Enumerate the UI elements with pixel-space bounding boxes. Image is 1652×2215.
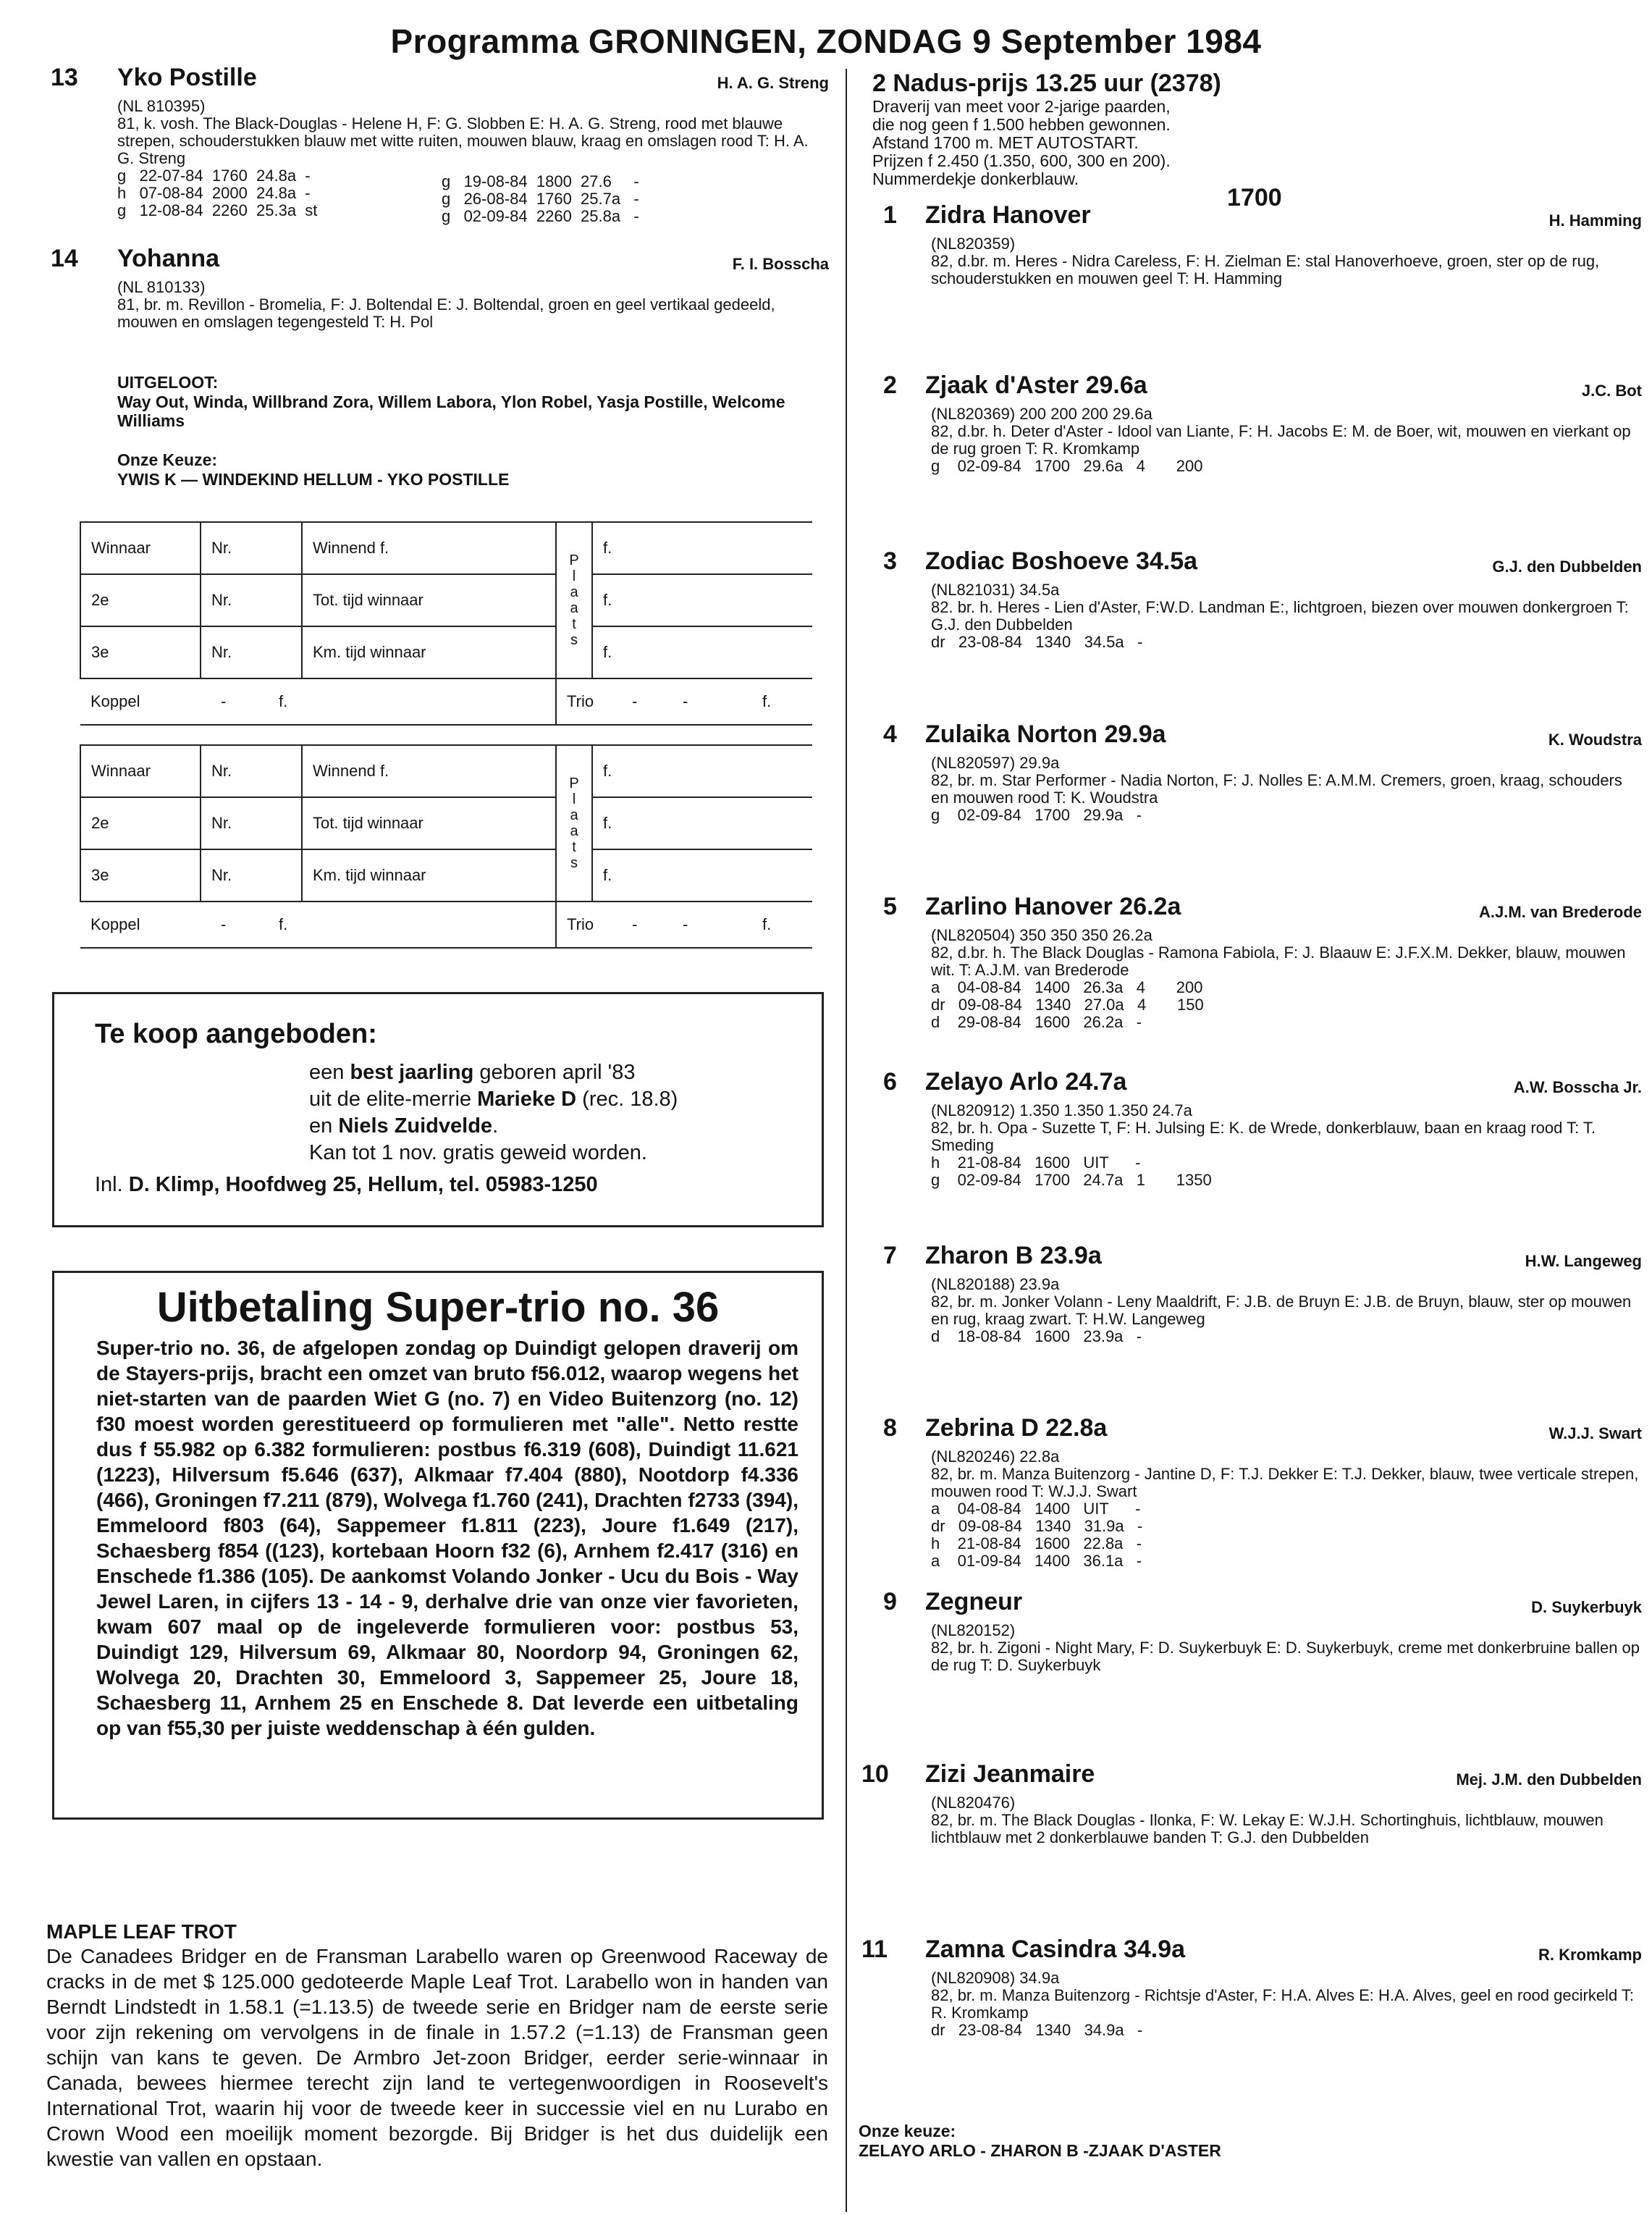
onze-keuze-left xyxy=(117,450,834,489)
right-entry xyxy=(861,1760,1642,1932)
ad-line-3: en Niels Zuidvelde. xyxy=(309,1114,499,1138)
result-table xyxy=(80,744,812,949)
form-row: dr 23-08-84 1340 34.9a - xyxy=(931,2021,1143,2039)
race-cond-4: Prijzen f 2.450 (1.350, 600, 300 en 200). xyxy=(872,151,1171,170)
form-row: g 22-07-84 1760 24.8a - xyxy=(117,167,311,185)
f-cell: f. xyxy=(592,626,812,678)
horse-name: Zharon B 23.9a xyxy=(925,1242,1102,1269)
f-cell: f. xyxy=(592,849,812,901)
result-row xyxy=(80,522,812,574)
plaats-letter: s xyxy=(570,632,578,648)
nr-cell: Nr. xyxy=(201,626,302,678)
entry-number: 11 xyxy=(861,1936,888,1963)
uitgeloot-text: Way Out, Winda, Willbrand Zora, Willem Labora, Ylon Robel, Yasja Postille, Welcome Williams xyxy=(117,392,785,430)
entry-number: 6 xyxy=(883,1068,897,1096)
koppel-dash: - xyxy=(221,692,227,710)
trio-dash: - xyxy=(683,692,688,710)
form-row: d 29-08-84 1600 26.2a - xyxy=(931,1013,1142,1031)
registration: (NL820188) 23.9a xyxy=(931,1275,1060,1293)
form-row: a 04-08-84 1400 26.3a 4 200 xyxy=(931,978,1203,996)
place-cell: 3e xyxy=(80,626,201,678)
value-cell xyxy=(302,626,556,678)
trio-cell xyxy=(556,678,812,725)
plaats-letter: s xyxy=(570,855,578,871)
registration: (NL820476) xyxy=(931,1794,1016,1812)
entry-number: 14 xyxy=(51,245,78,272)
trio-dash: - xyxy=(683,915,688,933)
registration: (NL 810395) xyxy=(117,97,206,115)
right-entry xyxy=(861,1242,1642,1413)
value-cell xyxy=(302,849,556,901)
form-row: a 04-08-84 1400 UIT - xyxy=(931,1500,1141,1518)
ad-line-2: uit de elite-merrie Marieke D (rec. 18.8) xyxy=(309,1088,678,1111)
f-cell: f. xyxy=(592,745,812,797)
horse-description: 82, br. h. Zigoni - Night Mary, F: D. Suykerbuyk E: D. Suykerbuyk, creme met donkerbruine ballen op de rug T: D. Suykerbuyk xyxy=(931,1639,1640,1674)
form-row: g 02-09-84 1700 29.6a 4 200 xyxy=(931,457,1203,475)
horse-description: 82. br. h. Heres - Lien d'Aster, F:W.D. Landman E:, lichtgroen, biezen over mouwen donkergroen T: G.J. den Dubbelden xyxy=(931,598,1629,634)
result-row xyxy=(80,745,812,797)
super-trio-text: Super-trio no. 36, de afgelopen zondag op Duindigt gelopen draverij om de Stayers-prijs, bracht een omzet van bruto f56.012, waarop wegens het niet-starten van de paarden Wiet G (no. 7) en Video Buitenzorg (no. 12) f30 moest worden gerestitueerd op formulieren met "alle". Netto restte dus f 55.982 op 6.382 formulieren: postbus f6.319 (608), Duindigt 11.621 (1223), Hilversum f5.646 (637), Alkmaar f7.404 (880), Nootdorp f4.336 (466), Groningen f7.211 (879), Wolvega f1.760 (241), Drachten f2733 (394), Emmeloord f803 (64), Sappemeer f1.811 (223), Joure f1.649 (217), Schaesberg f854 ((123), kortebaan Hoorn f32 (6), Arnhem f2.417 (316) en Enschede f1.386 (105). De aankomst Volando Jonker - Ucu du Bois - Way Jewel Laren, in cijfers 13 - 14 - 9, derhalve drie van onze vier favorieten, kwam 607 maal op de ingeleverde formulieren voor: postbus 53, Duindigt 129, Hilversum 69, Alkmaar 80, Noordorp 94, Groningen 62, Wolvega 20, Drachten 30, Emmeloord 3, Sappemeer 25, Joure 18, Schaesberg 11, Arnhem 25 en Enschede 8. Dat leverde een uitbetaling op van f55,30 per juiste weddenschap à één gulden. xyxy=(96,1337,798,1739)
nr-cell: Nr. xyxy=(201,797,302,849)
trainer-name: H. A. G. Streng xyxy=(717,74,829,92)
form-list xyxy=(931,458,1202,475)
place-cell: 2e xyxy=(80,797,201,849)
right-entry xyxy=(861,1936,1642,2107)
value-label: Tot. tijd winnaar xyxy=(313,814,423,832)
onze-keuze-right xyxy=(859,2122,1583,2161)
entry-number: 4 xyxy=(883,720,897,748)
result-row xyxy=(80,797,812,849)
horse-description: 82, br. m. Jonker Volann - Leny Maaldrift, F: J.B. de Bruyn E: J.B. de Bruyn, blauw, ster op mouwen en rug, kraag zwart. T: H.W. Langeweg xyxy=(931,1293,1632,1328)
uitgeloot-section xyxy=(117,373,834,430)
ad-box xyxy=(52,992,824,1227)
value-cell xyxy=(302,797,556,849)
horse-description: 82, br. m. The Black Douglas - Ilonka, F: W. Lekay E: W.J.H. Schortinghuis, lichtblauw, mouwen lichtblauw met 2 donkerblauwe banden T: G.J. den Dubbelden xyxy=(931,1811,1603,1846)
plaats-letter: a xyxy=(570,600,578,616)
form-list xyxy=(931,1154,1212,1189)
form-row: h 21-08-84 1600 22.8a - xyxy=(931,1534,1142,1552)
ad-contact: Inl. D. Klimp, Hoofdweg 25, Hellum, tel. 05983-1250 xyxy=(95,1173,598,1196)
entry-number: 10 xyxy=(861,1760,889,1788)
value-cell xyxy=(302,522,556,574)
trainer-name: J.C. Bot xyxy=(1581,382,1642,400)
horse-name: Zebrina D 22.8a xyxy=(925,1414,1108,1442)
entry-number: 7 xyxy=(883,1242,897,1269)
race-cond-5: Nummerdekje donkerblauw. xyxy=(872,169,1079,188)
horse-name: Yohanna xyxy=(117,245,220,272)
plaats-letter: l xyxy=(572,568,576,584)
form-list xyxy=(931,979,1204,1031)
column-divider xyxy=(846,69,847,2212)
horse-name: Zjaak d'Aster 29.6a xyxy=(925,371,1147,399)
horse-name: Zelayo Arlo 24.7a xyxy=(925,1068,1127,1096)
trainer-name: H.W. Langeweg xyxy=(1525,1252,1642,1270)
horse-name: Zarlino Hanover 26.2a xyxy=(925,893,1181,920)
koppel-trio-row xyxy=(80,678,812,725)
right-entry xyxy=(861,1414,1642,1586)
horse-description: 82, d.br. h. Deter d'Aster - Idool van Liante, F: H. Jacobs E: M. de Boer, wit, mouwen en vierkant op de rug groen T: R. Kromkamp xyxy=(931,422,1631,458)
value-label: Winnend f. xyxy=(313,539,389,557)
super-trio-box xyxy=(52,1271,824,1820)
registration: (NL820246) 22.8a xyxy=(931,1447,1060,1466)
trio-label: Trio xyxy=(567,692,594,710)
ad-line-1: een best jaarling geboren april '83 xyxy=(309,1061,636,1084)
form-row: g 19-08-84 1800 27.6 - xyxy=(442,172,639,190)
horse-name: Yko Postille xyxy=(117,64,257,91)
registration: (NL820597) 29.9a xyxy=(931,754,1060,772)
horse-name: Zamna Casindra 34.9a xyxy=(925,1936,1186,1963)
ad-line-4: Kan tot 1 nov. gratis geweid worden. xyxy=(309,1141,647,1164)
race-cond-3: Afstand 1700 m. MET AUTOSTART. xyxy=(872,133,1139,152)
entry-number: 9 xyxy=(883,1588,897,1615)
form-row: g 02-09-84 1700 29.9a - xyxy=(931,806,1142,824)
form-list xyxy=(931,634,1142,651)
horse-description: 82, d.br. m. Heres - Nidra Careless, F: H. Zielman E: stal Hanoverhoeve, groen, ster op de rug, schouderstukken en mouwen geel T: H. Hamming xyxy=(931,252,1600,287)
trainer-name: H. Hamming xyxy=(1548,211,1642,230)
race-header xyxy=(872,70,1640,188)
form-left xyxy=(117,167,317,219)
place-cell: Winnaar xyxy=(80,522,201,574)
form-row: h 07-08-84 2000 24.8a - xyxy=(117,184,311,202)
horse-name: Zegneur xyxy=(925,1588,1023,1615)
horse-description: 82, d.br. h. The Black Douglas - Ramona Fabiola, F: J. Blaauw E: J.F.X.M. Dekker, blauw, mouwen wit. T: A.J.M. van Brederode xyxy=(931,943,1626,979)
right-entry xyxy=(861,1588,1642,1760)
place-cell: 2e xyxy=(80,574,201,626)
horse-name: Zidra Hanover xyxy=(925,201,1091,229)
right-entry xyxy=(861,720,1642,892)
onze-keuze-right-text: ZELAYO ARLO - ZHARON B -ZJAAK D'ASTER xyxy=(859,2141,1221,2160)
horse-name: Zulaika Norton 29.9a xyxy=(925,720,1166,748)
ad-body xyxy=(309,1059,678,1167)
result-table xyxy=(80,521,812,726)
plaats-letter: a xyxy=(570,584,578,600)
place-cell: Winnaar xyxy=(80,745,201,797)
form-list xyxy=(931,807,1142,824)
trainer-name: A.W. Bosscha Jr. xyxy=(1513,1078,1642,1096)
trio-label: Trio xyxy=(567,915,594,933)
trainer-name: D. Suykerbuyk xyxy=(1531,1598,1642,1616)
result-row xyxy=(80,574,812,626)
form-row: dr 09-08-84 1340 27.0a 4 150 xyxy=(931,996,1204,1014)
onze-keuze-right-label: Onze keuze: xyxy=(859,2122,956,2140)
registration: (NL821031) 34.5a xyxy=(931,581,1060,599)
uitgeloot-label: UITGELOOT: xyxy=(117,373,219,392)
entry-number: 2 xyxy=(883,371,897,399)
entry-number: 3 xyxy=(883,547,897,575)
trio-cell xyxy=(556,901,812,948)
trainer-name: A.J.M. van Brederode xyxy=(1479,903,1642,921)
entry-number: 13 xyxy=(51,64,78,91)
registration: (NL820369) 200 200 200 29.6a xyxy=(931,405,1152,423)
value-cell xyxy=(302,745,556,797)
koppel-dash: - xyxy=(221,915,227,933)
f-cell: f. xyxy=(592,574,812,626)
f-cell: f. xyxy=(592,797,812,849)
f-cell: f. xyxy=(592,522,812,574)
horse-description: 82, br. m. Manza Buitenzorg - Jantine D, F: T.J. Dekker E: T.J. Dekker, blauw, twee verticale strepen, mouwen rood T: W.J.J. Swart xyxy=(931,1465,1639,1500)
trainer-name: F. I. Bosscha xyxy=(732,255,829,273)
koppel-trio-row xyxy=(80,901,812,948)
registration: (NL820908) 34.9a xyxy=(931,1969,1060,1987)
place-cell: 3e xyxy=(80,849,201,901)
form-right xyxy=(442,173,639,225)
form-list xyxy=(931,1328,1142,1345)
nr-cell: Nr. xyxy=(201,574,302,626)
horse-description: 82, br. m. Manza Buitenzorg - Richtsje d'Aster, F: H.A. Alves E: H.A. Alves, geel en rood gecirkeld T: R. Kromkamp xyxy=(931,1986,1635,2022)
entry-number: 1 xyxy=(883,201,897,229)
race-heading: 2 Nadus-prijs 13.25 uur (2378) xyxy=(872,70,1221,97)
maple-section xyxy=(46,1920,828,2172)
koppel-label: Koppel xyxy=(90,692,140,710)
entry-number: 5 xyxy=(883,893,897,920)
nr-cell: Nr. xyxy=(201,522,302,574)
maple-title: MAPLE LEAF TROT xyxy=(46,1920,237,1943)
form-row: g 02-09-84 2260 25.8a - xyxy=(442,207,639,225)
koppel-f: f. xyxy=(279,692,288,710)
onze-keuze-text: YWIS K — WINDEKIND HELLUM - YKO POSTILLE xyxy=(117,470,510,489)
right-entry xyxy=(861,547,1642,719)
nr-cell: Nr. xyxy=(201,745,302,797)
horse-name: Zizi Jeanmaire xyxy=(925,1760,1095,1788)
plaats-letter: P xyxy=(569,552,579,568)
value-label: Km. tijd winnaar xyxy=(313,866,426,884)
left-entry xyxy=(51,64,829,228)
form-row: g 02-09-84 1700 24.7a 1 1350 xyxy=(931,1171,1212,1189)
nr-cell: Nr. xyxy=(201,849,302,901)
race-cond-1: Draverij van meet voor 2-jarige paarden, xyxy=(872,97,1171,116)
trainer-name: Mej. J.M. den Dubbelden xyxy=(1456,1770,1642,1789)
value-label: Winnend f. xyxy=(313,762,389,780)
form-list xyxy=(931,2022,1142,2039)
right-entry xyxy=(861,371,1642,543)
registration: (NL 810133) xyxy=(117,278,206,296)
right-entry xyxy=(861,893,1642,1064)
koppel-label: Koppel xyxy=(90,915,140,933)
form-row: g 12-08-84 2260 25.3a st xyxy=(117,201,318,219)
form-row: d 18-08-84 1600 23.9a - xyxy=(931,1327,1142,1345)
trainer-name: G.J. den Dubbelden xyxy=(1492,558,1642,576)
horse-description: 82, br. h. Opa - Suzette T, F: H. Julsing E: K. de Wrede, donkerblauw, baan en kraag rood T: T. Smeding xyxy=(931,1119,1596,1154)
page-title: Programma GRONINGEN, ZONDAG 9 September 1984 xyxy=(390,22,1262,60)
maple-text: De Canadees Bridger en de Fransman Larabello waren op Greenwood Raceway de cracks in de met $ 125.000 gedoteerde Maple Leaf Trot. Larabello won in handen van Berndt Lindstedt in 1.58.1 (=1.13.5) de tweede serie en Bridger nam de eerste serie voor zijn rekening om vervolgens in de finale in 1.57.2 (=1.13) de Fransman geen schijn van kans te geven. De Armbro Jet-zoon Bridger, eerder serie-winnaar in Canada, bewees hiermee terecht zijn land te vertegenwoordigen in Roosevelt's International Trot, waarin hij voor de tweede keer in successie viel en nu Lurabo en Crown Wood een moeilijk moment bezorgde. Bij Bridger is het dus duidelijk een kwestie van vallen en opstaan. xyxy=(46,1945,828,2170)
trio-f: f. xyxy=(762,915,772,933)
ad-title: Te koop aangeboden: xyxy=(95,1019,377,1049)
form-row: dr 23-08-84 1340 34.5a - xyxy=(931,633,1143,651)
race-cond-2: die nog geen f 1.500 hebben gewonnen. xyxy=(872,115,1171,134)
horse-name: Zodiac Boshoeve 34.5a xyxy=(925,547,1198,575)
plaats-letter: t xyxy=(572,616,576,632)
registration: (NL820912) 1.350 1.350 1.350 24.7a xyxy=(931,1101,1192,1119)
plaats-letter: a xyxy=(570,823,578,839)
horse-description: 82, br. m. Star Performer - Nadia Norton, F: J. Nolles E: A.M.M. Cremers, groen, kraag, schouders en mouwen rood T: K. Woudstra xyxy=(931,771,1622,807)
form-row: dr 09-08-84 1340 31.9a - xyxy=(931,1517,1143,1535)
right-entry xyxy=(861,201,1642,373)
value-cell xyxy=(302,574,556,626)
plaats-letter: P xyxy=(569,776,579,791)
plaats-letter: l xyxy=(572,791,576,807)
registration: (NL820359) xyxy=(931,235,1016,253)
plaats-cell xyxy=(556,522,592,678)
registration: (NL820504) 350 350 350 26.2a xyxy=(931,926,1152,944)
koppel-cell xyxy=(80,678,556,725)
horse-description: 81, br. m. Revillon - Bromelia, F: J. Boltendal E: J. Boltendal, groen en geel vertikaal gedeeld, mouwen en omslagen tegengesteld T: H. Pol xyxy=(117,295,775,331)
plaats-cell xyxy=(556,745,592,901)
race-distance: 1700 xyxy=(1227,184,1282,211)
trio-dash: - xyxy=(632,692,638,710)
result-row xyxy=(80,849,812,901)
super-trio-title: Uitbetaling Super-trio no. 36 xyxy=(156,1284,720,1331)
trainer-name: K. Woudstra xyxy=(1548,731,1642,749)
result-row xyxy=(80,626,812,678)
trio-dash: - xyxy=(632,915,638,933)
form-row: h 21-08-84 1600 UIT - xyxy=(931,1153,1141,1172)
trainer-name: R. Kromkamp xyxy=(1538,1946,1642,1964)
value-label: Km. tijd winnaar xyxy=(313,643,426,661)
koppel-f: f. xyxy=(279,915,288,933)
registration: (NL820152) xyxy=(931,1621,1016,1639)
form-list xyxy=(931,1500,1142,1570)
form-row: a 01-09-84 1400 36.1a - xyxy=(931,1552,1142,1570)
form-row: g 26-08-84 1760 25.7a - xyxy=(442,190,639,208)
trio-f: f. xyxy=(762,692,772,710)
onze-keuze-label: Onze Keuze: xyxy=(117,450,218,469)
value-label: Tot. tijd winnaar xyxy=(313,591,423,609)
horse-description: 81, k. vosh. The Black-Douglas - Helene H, F: G. Slobben E: H. A. G. Streng, rood met blauwe strepen, schouderstukken blauw met witte ruiten, mouwen blauw, kraag en omslagen rood T: H. A. G. Streng xyxy=(117,114,809,167)
plaats-letter: t xyxy=(572,839,576,855)
koppel-cell xyxy=(80,901,556,948)
plaats-letter: a xyxy=(570,807,578,823)
trainer-name: W.J.J. Swart xyxy=(1548,1424,1642,1442)
entry-number: 8 xyxy=(883,1414,897,1442)
right-entry xyxy=(861,1068,1642,1240)
